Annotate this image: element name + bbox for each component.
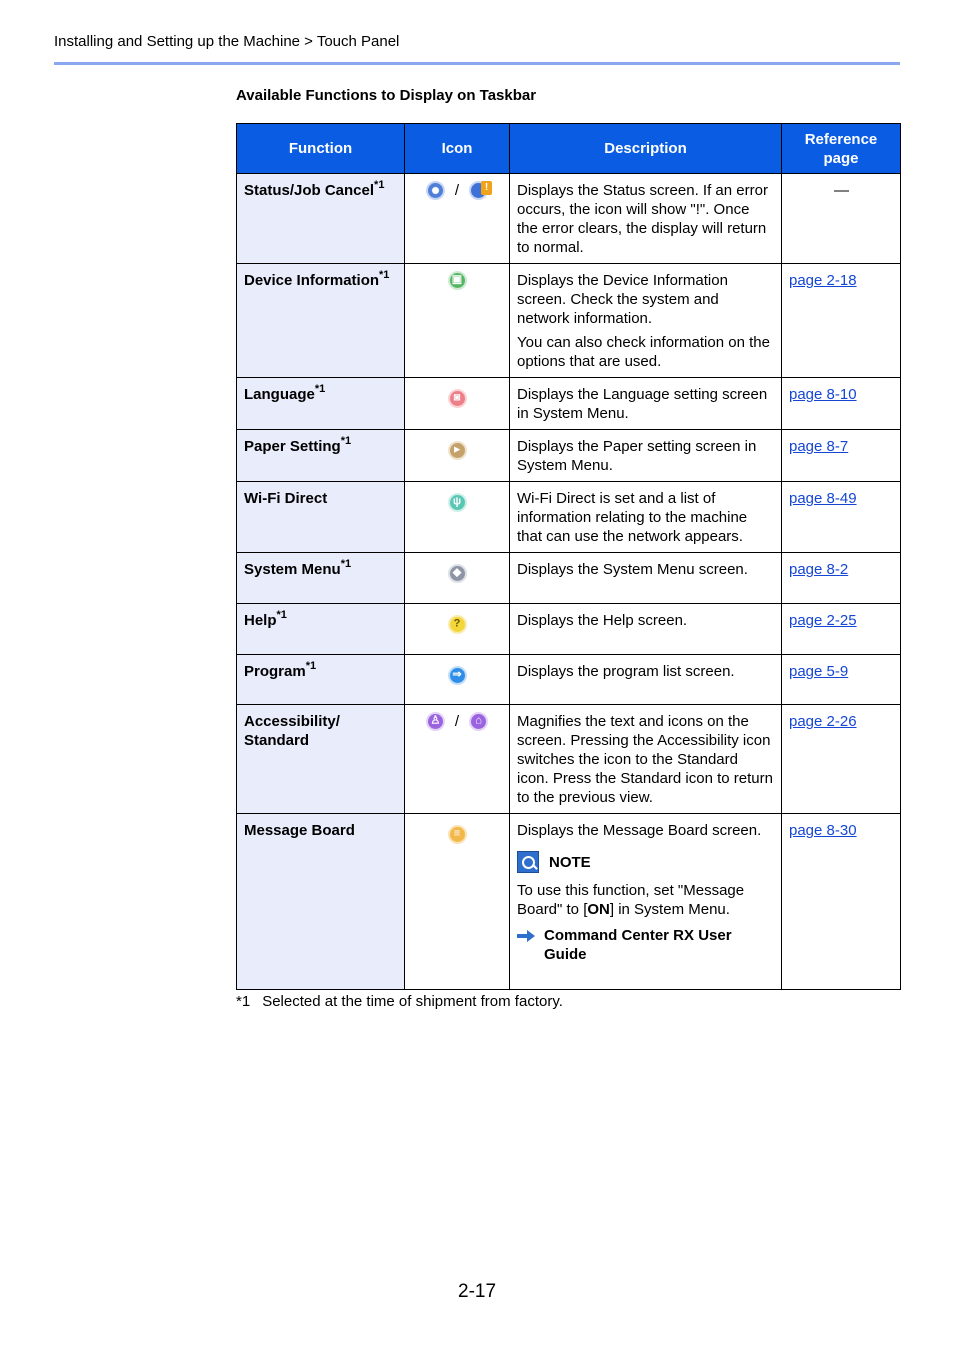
note-icon: [517, 851, 539, 873]
section-title: Available Functions to Display on Taskbar: [236, 87, 537, 104]
page-number: 2-17: [458, 1281, 497, 1302]
description: Displays the Language setting screen in System Menu.: [510, 378, 782, 430]
function-name: Device Information: [244, 272, 380, 289]
table-row: [237, 604, 901, 655]
status-error-icon: !: [469, 181, 488, 200]
footnote-marker: *1: [379, 269, 390, 281]
table-row: [237, 553, 901, 604]
note-block: [517, 851, 773, 873]
header-divider: [54, 62, 900, 65]
table-row: [237, 378, 901, 430]
reference-link[interactable]: page 8-30: [789, 822, 857, 839]
reference-link[interactable]: page 2-25: [789, 612, 857, 629]
arrow-right-icon: [517, 930, 535, 942]
column-header-icon: Icon: [405, 124, 510, 174]
column-header-description: Description: [510, 124, 782, 174]
table-row: [237, 430, 901, 482]
description: Displays the Help screen.: [510, 604, 782, 655]
footnote-mark: *1: [236, 993, 251, 1010]
reference-link[interactable]: page 5-9: [789, 663, 849, 680]
description: Displays the System Menu screen.: [510, 553, 782, 604]
description: Magnifies the text and icons on the screen. Pressing the Accessibility icon switches the icon to the Standard icon. Press the Standard icon to return to the previous view.: [510, 705, 782, 814]
column-header-function: Function: [237, 124, 405, 174]
icon-separator: /: [454, 712, 460, 730]
language-icon: ◙: [448, 389, 467, 408]
reference-link[interactable]: page 2-18: [789, 272, 857, 289]
message-board-icon: ≡: [448, 825, 467, 844]
description: Displays the Device Information screen. Check the system and network information.: [517, 272, 728, 327]
guide-reference: [517, 926, 773, 964]
function-name: Wi-Fi Direct: [244, 490, 328, 507]
footnote-marker: *1: [340, 435, 352, 447]
description: Displays the Message Board screen.: [517, 822, 762, 839]
reference-link[interactable]: page 8-2: [789, 561, 849, 578]
table-row: [237, 814, 901, 990]
function-name: Help: [244, 612, 277, 629]
note-text: To use this function, set "Message Board" to [ON] in System Menu.: [517, 882, 745, 918]
function-name: Accessibility/ Standard: [244, 713, 340, 749]
footnote: [236, 993, 563, 1010]
reference-link[interactable]: page 8-10: [789, 386, 857, 403]
column-header-reference-page: Reference page: [782, 124, 901, 174]
reference-link[interactable]: page 8-7: [789, 438, 849, 455]
icon-separator: /: [454, 181, 460, 199]
footnote-marker: *1: [276, 609, 287, 621]
taskbar-functions-table: [236, 123, 901, 990]
note-on-setting: ON: [587, 901, 610, 918]
description: Wi-Fi Direct is set and a list of information relating to the machine that can use the network appears.: [510, 482, 782, 553]
description: Displays the program list screen.: [510, 655, 782, 705]
breadcrumb: Installing and Setting up the Machine > Touch Panel: [54, 33, 400, 50]
program-icon: ⇒: [448, 666, 467, 685]
function-name: Message Board: [244, 822, 355, 839]
reference-link[interactable]: page 2-26: [789, 713, 857, 730]
function-name: System Menu: [244, 561, 341, 578]
wifi-direct-icon: ψ: [448, 493, 467, 512]
footnote-marker: *1: [305, 660, 317, 672]
footnote-text: Selected at the time of shipment from factory.: [262, 993, 563, 1010]
description: Displays the Paper setting screen in System Menu.: [510, 430, 782, 482]
help-icon: ?: [448, 615, 467, 634]
device-information-icon: ▣: [448, 271, 467, 290]
guide-link[interactable]: Command Center RX User Guide: [544, 927, 732, 963]
accessibility-icon: ♙: [426, 712, 445, 731]
reference-none: —: [782, 174, 901, 264]
footnote-marker: *1: [340, 558, 352, 570]
table-row: [237, 705, 901, 814]
description-extra: You can also check information on the options that are used.: [517, 334, 770, 370]
footnote-marker: *1: [374, 179, 385, 191]
standard-home-icon: ⌂: [469, 712, 488, 731]
table-row: [237, 264, 901, 378]
status-icon: [426, 181, 445, 200]
system-menu-icon: ◆: [448, 564, 467, 583]
table-header-row: [237, 124, 901, 174]
reference-link[interactable]: page 8-49: [789, 490, 857, 507]
function-name: Paper Setting: [244, 438, 341, 455]
table-row: [237, 655, 901, 705]
paper-setting-icon: ▸: [448, 441, 467, 460]
function-name: Program: [244, 663, 306, 680]
note-label: NOTE: [549, 853, 591, 871]
description: Displays the Status screen. If an error occurs, the icon will show "!". Once the error clears, the display will return to normal.: [510, 174, 782, 264]
function-name: Language: [244, 386, 315, 403]
function-name: Status/Job Cancel: [244, 182, 375, 199]
table-row: [237, 174, 901, 264]
table-row: [237, 482, 901, 553]
footnote-marker: *1: [314, 383, 326, 395]
